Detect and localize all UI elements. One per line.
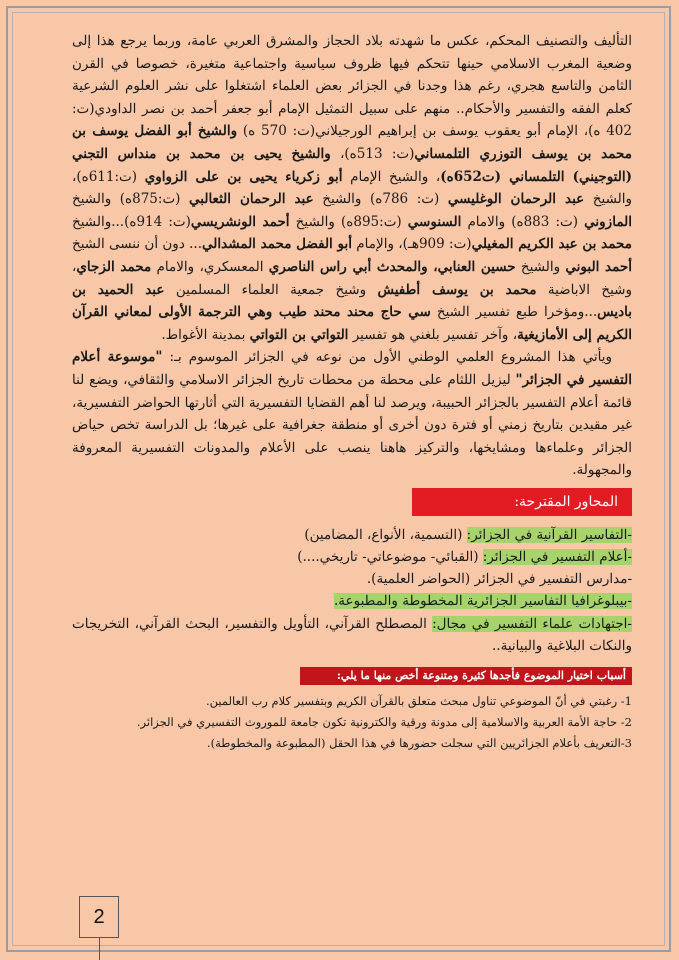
scholar-name: حسين العنابي، والمحدث أبي راس الناصري [268,258,516,275]
scholar-name: أحمد الونشريسي [190,213,290,230]
text-segment: بمدينة الأغواط. [161,326,250,343]
list-item [72,613,632,657]
page-number-line [99,938,100,960]
text-segment: (ت: 914ه)...والشيخ [72,213,191,230]
scholar-name: محمد بن يوسف أطفيش [377,281,537,298]
highlighted-text: -أعلام التفسير في الجزائر: [482,549,632,566]
scholar-name: السنوسي [407,213,462,230]
scholar-name: محمد بن عبد الكريم المغيلي [471,236,632,253]
list-item: 2- حاجة الأمة العربية والاسلامية إلى مدونة ورقية والكترونية تكون جامعة للموروث التفسيري في الجزائر. [136,715,632,730]
page-number: 2 [79,896,119,938]
text-segment: ، وآخر تفسير بلغني هو تفسير [348,326,518,343]
highlighted-text: -اجتهادات علماء التفسير في مجال: [432,615,632,632]
text-segment: المصطلح القرآني، التأويل والتفسير، البحث القرآني، التخريجات والنكات البلاغية والبيانية.. [72,615,632,654]
scholar-name: والشيخ أبو الفضل يوسف بن محمد بن يوسف التوزري التلمساني [72,123,632,162]
text-segment: ، وشيخ الاباضية [72,258,632,298]
scholar-name: أبو زكرياء يحيى بن على الزواوي [144,168,343,185]
text-segment: ... دون أن ننسى الشيخ [72,236,203,253]
scholar-name: محمد الزجاي [76,258,152,275]
text-segment: المعسكري، والامام [151,258,269,275]
document-body [72,30,632,754]
scholar-name: عبد الحميد بن باديس [72,281,632,321]
reasons-heading: أسباب اختيار الموضوع فأجدها كثيرة ومتنوعة أخص منها ما يلي: [300,667,632,685]
scholar-name: التواتي بن التواتي [249,326,349,343]
paragraph-scholars [72,30,632,346]
reasons-list [72,691,632,754]
text-segment: ويأتي هذا المشروع العلمي الوطني الأول من نوعه في الجزائر الموسوم بـ: [162,349,612,366]
text-segment: (ت: 883ه) والامام [461,213,585,230]
scholar-name: أبو الفضل محمد المشدالي [202,236,352,253]
text-segment: التأليف والتصنيف المحكم، عكس ما شهدته بلاد الحجاز والمشرق العربي عامة، وربما يرجع هذا إلى وضعية المغرب الاسلامي حينها تتحكم فيها ظروف سياسية واجتماعية متغيرة، خصوصا في القرن الثامن والتاسع هجري، رغم هذا وجدنا في الجزائر بعض العلماء اشتغلوا على نشر العلوم الشرعية كعلم الفقه والتفسير والأحكام.. منهم على سبيل التمثيل الإمام أبو جعفر أحمد بن نصر الداودي(ت: 402 ه)، الإمام أبو يعقوب يوسف بن إبراهيم الورجيلاني(ت: 570 ه) [72,33,632,140]
project-title: "موسوعة أعلام التفسير في الجزائر" [72,349,632,388]
scholar-name: والشيخ يحيى بن محمد بن منداس التجني (التوجيني) التلمساني (ت652ه) [72,145,632,185]
list-item: 1- رغبتي في أنّ الموضوعي تناول مبحث متعلق بالقرآن الكريم وبتفسير كلام رب العالمين. [206,694,632,709]
text-segment: ، والشيخ الإمام [342,168,441,185]
text-segment: والشيخ [515,258,566,275]
highlighted-text: -بيبلوغرافيا التفاسير الجزائرية المخطوطة والمطبوعة. [334,593,632,610]
text-segment: (ت:875ه) والشيخ [72,191,189,208]
text-segment: (التسمية، الأنواع، المضامين) [304,526,467,543]
scholar-name: عبد الرحمان الوغليسي [447,191,585,208]
list-item: 3-التعريف بأعلام الجزائريين التي سجلت حضورها في هذا الحقل (المطبوعة والمخطوطة). [206,736,632,751]
axes-list [72,524,632,657]
list-item [72,524,632,546]
text-segment: ليزيل اللثام على محطة من محطات تاريخ الجزائر الاسلامي والثقافي، ويضع لنا قائمة أعلام التفسير بالجزائر الحبيبة، ويرصد لنا أهم القضايا التفسيرية التي أثارتها الحواضر التفسيرية، غير مقيدين بتاريخ زمني أو فترة دون أخرى أو منطقة جغرافية على غيرها؛ بل الدراسة تخص حياض الجزائر وعلماءها ومشايخها، والتركيز هاهنا ينصب على الأعلام والمدونات التفسيرية المعروفة والمجهولة. [72,371,632,479]
text-segment: (ت: 786ه) والشيخ [313,191,448,208]
scholar-name: عبد الرحمان الثعالبي [189,191,314,208]
scholar-name: أحمد البوني [565,258,633,275]
text-segment: (ت:611ه)، والشيخ [72,168,633,208]
highlighted-text: -التفاسير القرآنية في الجزائر: [466,526,632,543]
text-segment: (ت: 513ه)، [330,145,415,162]
axes-heading: المحاور المقترحة: [412,488,632,516]
text-segment: (ت:895ه) والشيخ [289,213,408,230]
text-segment: (القبائي- موضوعاتي- تاريخي....) [297,549,483,566]
paragraph-project [72,346,632,482]
text-segment: وشيخ جمعية العلماء المسلمين [164,281,378,298]
list-item [72,590,632,612]
text-segment: ...ومؤخرا طبع تفسير الشيخ [430,304,598,321]
scholar-name: سي حاج محند محند طيب وهي الترجمة الأولى لمعاني القرآن الكريم إلى الأمازيغية [72,304,632,343]
scholar-name: المازوني [584,213,632,230]
list-item: -مدارس التفسير في الجزائر (الحواضر العلمية). [366,571,632,588]
list-item [72,546,632,568]
text-segment: (ت: 909هـ)، والإمام [352,236,472,253]
